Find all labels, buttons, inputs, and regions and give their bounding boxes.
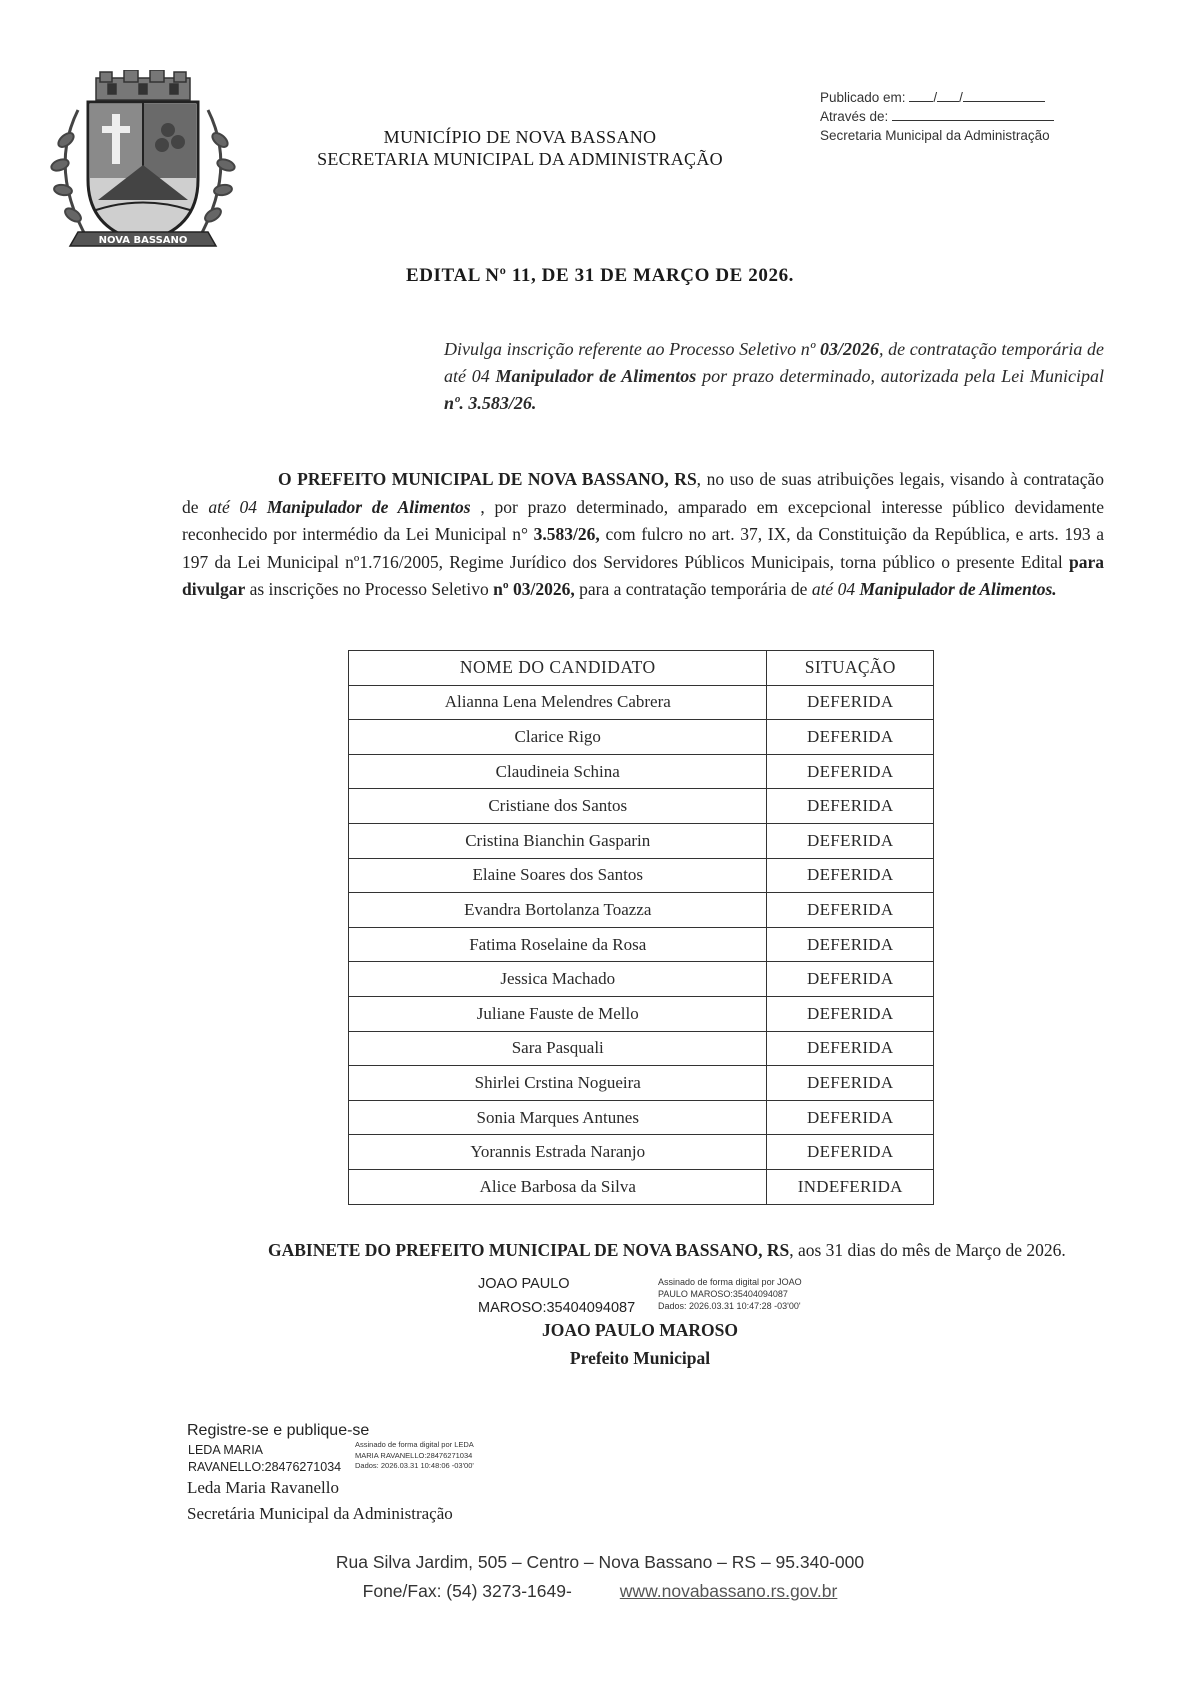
table-row: [349, 1066, 934, 1101]
candidate-name: Shirlei Crstina Nogueira: [349, 1066, 767, 1101]
candidate-status: DEFERIDA: [767, 1135, 934, 1170]
candidate-name: Evandra Bortolanza Toazza: [349, 893, 767, 928]
candidate-status: DEFERIDA: [767, 1100, 934, 1135]
table-row: [349, 927, 934, 962]
published-line: Publicado em: / /: [820, 88, 1150, 107]
candidate-status: DEFERIDA: [767, 789, 934, 824]
table-row: [349, 754, 934, 789]
footer-contact: [0, 1577, 1200, 1606]
secretariat-line: Secretaria Municipal da Administração: [820, 128, 1050, 143]
table-row: [349, 1031, 934, 1066]
candidate-status: DEFERIDA: [767, 823, 934, 858]
candidate-status: DEFERIDA: [767, 720, 934, 755]
table-row: [349, 962, 934, 997]
candidate-status: DEFERIDA: [767, 754, 934, 789]
candidate-name: Fatima Roselaine da Rosa: [349, 927, 767, 962]
register-note: Registre-se e publique-se: [187, 1422, 370, 1439]
candidate-name: Elaine Soares dos Santos: [349, 858, 767, 893]
municipality-name: MUNICÍPIO DE NOVA BASSANO: [383, 127, 657, 147]
mayor-digital-stamp: Assinado de forma digital por JOAO PAULO MAROSO:35404094087 Dados: 2026.03.31 10:47:28 -03'00': [658, 1277, 802, 1311]
table-row: [349, 720, 934, 755]
candidate-name: Juliane Fauste de Mello: [349, 996, 767, 1031]
candidate-status: INDEFERIDA: [767, 1169, 934, 1204]
header-title-block: [300, 126, 740, 170]
candidate-status: DEFERIDA: [767, 962, 934, 997]
ementa-text: Divulga inscrição referente ao Processo Seletivo nº 03/2026, de contratação temporária de até 04 Manipulador de Alimentos por prazo determinado, autorizada pela Lei Municipal nº. 3.583/26.: [444, 339, 1104, 413]
candidates-table: [348, 650, 934, 1205]
footer-phone: Fone/Fax: (54) 3273-1649-: [362, 1581, 572, 1601]
candidate-name: Alice Barbosa da Silva: [349, 1169, 767, 1204]
footer-address: Rua Silva Jardim, 505 – Centro – Nova Bassano – RS – 95.340-000: [335, 1552, 865, 1572]
secretary-signature-block: [187, 1475, 587, 1527]
candidate-name: Cristiane dos Santos: [349, 789, 767, 824]
candidate-status: DEFERIDA: [767, 1031, 934, 1066]
crest-banner-text: NOVA BASSANO: [98, 235, 188, 246]
edital-title: EDITAL Nº 11, DE 31 DE MARÇO DE 2026.: [405, 265, 795, 286]
website-link[interactable]: www.novabassano.rs.gov.br: [619, 1581, 838, 1601]
table-row: [349, 893, 934, 928]
table-row: [349, 789, 934, 824]
table-row: [349, 685, 934, 720]
table-row: [349, 1169, 934, 1204]
through-line: Através de:: [820, 107, 1150, 126]
candidate-status: DEFERIDA: [767, 685, 934, 720]
secretary-name: Leda Maria Ravanello: [187, 1478, 339, 1497]
column-header-name: NOME DO CANDIDATO: [349, 651, 767, 686]
candidate-name: Claudineia Schina: [349, 754, 767, 789]
candidate-status: DEFERIDA: [767, 927, 934, 962]
candidate-name: Sonia Marques Antunes: [349, 1100, 767, 1135]
candidate-name: Cristina Bianchin Gasparin: [349, 823, 767, 858]
candidate-name: Sara Pasquali: [349, 1031, 767, 1066]
table-header-row: [349, 651, 934, 686]
candidate-status: DEFERIDA: [767, 893, 934, 928]
column-header-status: SITUAÇÃO: [767, 651, 934, 686]
candidate-status: DEFERIDA: [767, 1066, 934, 1101]
mayor-role: Prefeito Municipal: [569, 1348, 711, 1368]
municipal-crest-icon: [38, 70, 248, 260]
candidate-name: Alianna Lena Melendres Cabrera: [349, 685, 767, 720]
candidate-status: DEFERIDA: [767, 858, 934, 893]
table-row: [349, 996, 934, 1031]
mayor-digital-signer: JOAO PAULO MAROSO:35404094087: [478, 1276, 636, 1316]
mayor-signature-block: [480, 1316, 800, 1372]
candidate-name: Yorannis Estrada Naranjo: [349, 1135, 767, 1170]
candidate-name: Clarice Rigo: [349, 720, 767, 755]
department-name: SECRETARIA MUNICIPAL DA ADMINISTRAÇÃO: [317, 149, 723, 169]
secretary-role: Secretária Municipal da Administração: [187, 1504, 453, 1523]
table-row: [349, 858, 934, 893]
mayor-name: JOAO PAULO MAROSO: [541, 1320, 739, 1340]
candidate-status: DEFERIDA: [767, 996, 934, 1031]
closing-paragraph: GABINETE DO PREFEITO MUNICIPAL DE NOVA BASSANO, RS, aos 31 dias do mês de Março de 2026.: [268, 1240, 1066, 1260]
table-row: [349, 1100, 934, 1135]
table-row: [349, 823, 934, 858]
publication-block: [820, 88, 1150, 145]
page-footer: [0, 1548, 1200, 1606]
secretary-digital-signer: LEDA MARIA RAVANELLO:28476271034: [188, 1443, 342, 1474]
candidate-name: Jessica Machado: [349, 962, 767, 997]
table-row: [349, 1135, 934, 1170]
edital-body-paragraph: O PREFEITO MUNICIPAL DE NOVA BASSANO, RS, no uso de suas atribuições legais, visando à contratação de até 04 Manipulador de Alimentos , por prazo determinado, amparado em excepcional interesse público devidamente reconhecido por intermédio da Lei Municipal n° 3.583/26, com fulcro no art. 37, IX, da Constituição da República, e arts. 193 a 197 da Lei Municipal nº1.716/2005, Regime Jurídico dos Servidores Públicos Municipais, torna público o presente Edital para divulgar as inscrições no Processo Seletivo nº 03/2026, para a contratação temporária de até 04 Manipulador de Alimentos.: [182, 469, 1104, 599]
secretary-digital-stamp: Assinado de forma digital por LEDA MARIA RAVANELLO:28476271034 Dados: 2026.03.31 10:48:06 -03'00': [355, 1440, 474, 1470]
